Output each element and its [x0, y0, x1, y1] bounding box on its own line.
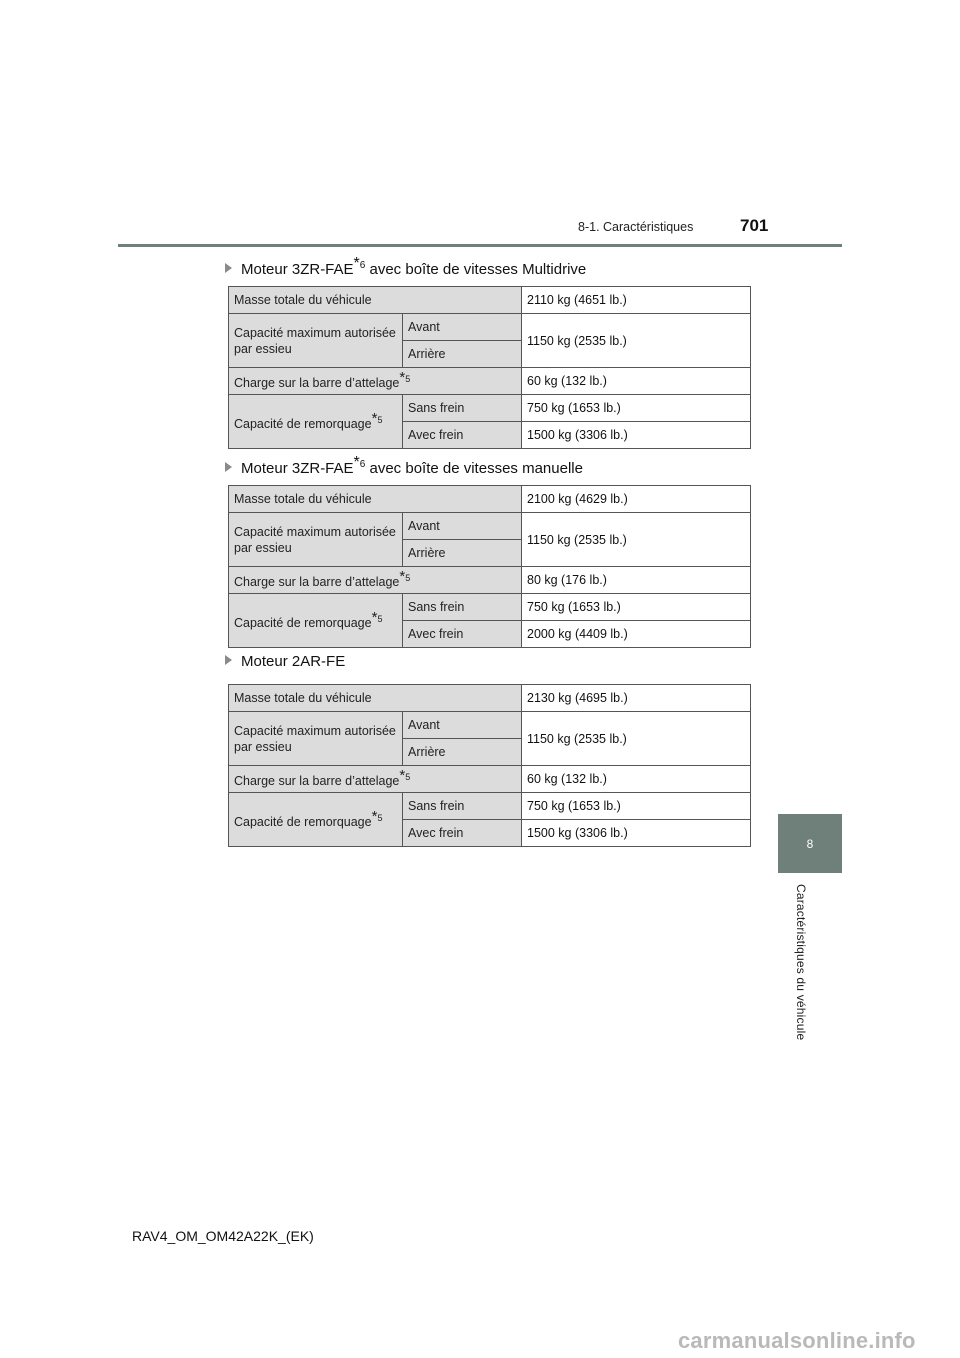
hitch-load-value: 60 kg (132 lb.): [522, 368, 751, 395]
hitch-load-label: [229, 567, 522, 594]
page-number: 701: [740, 216, 769, 235]
towing-nobrake-label: Sans frein: [403, 793, 522, 820]
towing-capacity-text: Capacité de remorquage: [234, 616, 372, 631]
hitch-load-value: 80 kg (176 lb.): [522, 567, 751, 594]
hitch-load-note: 5: [405, 573, 411, 584]
towing-brake-value: 1500 kg (3306 lb.): [522, 422, 751, 449]
chapter-title: Caractéristiques du véhicule: [794, 884, 808, 1041]
footnote-marker: *: [353, 255, 360, 272]
axle-rear-label: Arrière: [403, 739, 522, 766]
axle-front-label: Avant: [403, 314, 522, 341]
footnote-marker: *: [371, 608, 378, 626]
site-watermark: carmanualsonline.info: [678, 1328, 916, 1353]
towing-capacity-label: [229, 594, 403, 648]
footnote-marker: *: [353, 454, 360, 471]
table-row: [229, 287, 751, 314]
table-row: [229, 685, 751, 712]
axle-capacity-label: Capacité maximum autorisée par essieu: [229, 513, 403, 567]
axle-front-label: Avant: [403, 712, 522, 739]
header-divider: [118, 244, 842, 247]
heading-note: 6: [359, 260, 366, 271]
total-mass-label: Masse totale du véhicule: [229, 486, 522, 513]
heading-note: 6: [359, 459, 366, 470]
heading-suffix: avec boîte de vitesses manuelle: [365, 460, 583, 477]
spec-table: [228, 286, 751, 449]
axle-rear-label: Arrière: [403, 341, 522, 368]
towing-nobrake-value: 750 kg (1653 lb.): [522, 793, 751, 820]
towing-brake-value: 1500 kg (3306 lb.): [522, 820, 751, 847]
footnote-marker: *: [399, 767, 406, 785]
spec-table: [228, 684, 751, 847]
axle-capacity-label: Capacité maximum autorisée par essieu: [229, 712, 403, 766]
table-row: [229, 395, 751, 422]
hitch-load-note: 5: [405, 374, 411, 385]
total-mass-label: Masse totale du véhicule: [229, 685, 522, 712]
document-code: RAV4_OM_OM42A22K_(EK): [132, 1228, 314, 1244]
footnote-marker: *: [371, 807, 378, 825]
total-mass-label: Masse totale du véhicule: [229, 287, 522, 314]
chapter-number: 8: [806, 836, 814, 851]
footnote-marker: *: [371, 409, 378, 427]
towing-brake-label: Avec frein: [403, 422, 522, 449]
bullet-arrow-icon: [225, 263, 232, 273]
heading-prefix: Moteur 2AR-FE: [241, 653, 346, 670]
towing-capacity-text: Capacité de remorquage: [234, 815, 372, 830]
total-mass-value: 2130 kg (4695 lb.): [522, 685, 751, 712]
spec-table: [228, 485, 751, 648]
table-row: [229, 712, 751, 739]
total-mass-value: 2100 kg (4629 lb.): [522, 486, 751, 513]
footnote-marker: *: [399, 369, 406, 387]
table-row: [229, 486, 751, 513]
hitch-load-text: Charge sur la barre d’attelage: [234, 575, 400, 590]
table-row: [229, 513, 751, 540]
axle-capacity-value: 1150 kg (2535 lb.): [522, 712, 751, 766]
heading-prefix: Moteur 3ZR-FAE: [241, 460, 354, 477]
towing-capacity-note: 5: [377, 414, 383, 425]
table-row: [229, 766, 751, 793]
table-row: [229, 314, 751, 341]
hitch-load-note: 5: [405, 772, 411, 783]
towing-nobrake-value: 750 kg (1653 lb.): [522, 395, 751, 422]
bullet-arrow-icon: [225, 462, 232, 472]
table-row: [229, 793, 751, 820]
section-heading: [225, 653, 345, 670]
section-heading: [225, 454, 583, 477]
towing-brake-label: Avec frein: [403, 621, 522, 648]
towing-nobrake-label: Sans frein: [403, 395, 522, 422]
chapter-tab: [778, 814, 842, 873]
towing-brake-label: Avec frein: [403, 820, 522, 847]
towing-capacity-note: 5: [377, 613, 383, 624]
towing-capacity-label: [229, 793, 403, 847]
towing-capacity-label: [229, 395, 403, 449]
table-row: [229, 594, 751, 621]
towing-capacity-text: Capacité de remorquage: [234, 417, 372, 432]
hitch-load-label: [229, 766, 522, 793]
heading-suffix: avec boîte de vitesses Multidrive: [365, 261, 587, 278]
axle-capacity-value: 1150 kg (2535 lb.): [522, 314, 751, 368]
towing-nobrake-value: 750 kg (1653 lb.): [522, 594, 751, 621]
hitch-load-text: Charge sur la barre d’attelage: [234, 774, 400, 789]
towing-brake-value: 2000 kg (4409 lb.): [522, 621, 751, 648]
axle-capacity-value: 1150 kg (2535 lb.): [522, 513, 751, 567]
hitch-load-text: Charge sur la barre d’attelage: [234, 376, 400, 391]
table-row: [229, 567, 751, 594]
heading-prefix: Moteur 3ZR-FAE: [241, 261, 354, 278]
hitch-load-label: [229, 368, 522, 395]
table-row: [229, 368, 751, 395]
footnote-marker: *: [399, 568, 406, 586]
axle-front-label: Avant: [403, 513, 522, 540]
towing-nobrake-label: Sans frein: [403, 594, 522, 621]
axle-capacity-label: Capacité maximum autorisée par essieu: [229, 314, 403, 368]
total-mass-value: 2110 kg (4651 lb.): [522, 287, 751, 314]
axle-rear-label: Arrière: [403, 540, 522, 567]
towing-capacity-note: 5: [377, 812, 383, 823]
bullet-arrow-icon: [225, 655, 232, 665]
section-heading: [225, 255, 586, 278]
hitch-load-value: 60 kg (132 lb.): [522, 766, 751, 793]
header-section-title: 8-1. Caractéristiques: [578, 220, 694, 234]
